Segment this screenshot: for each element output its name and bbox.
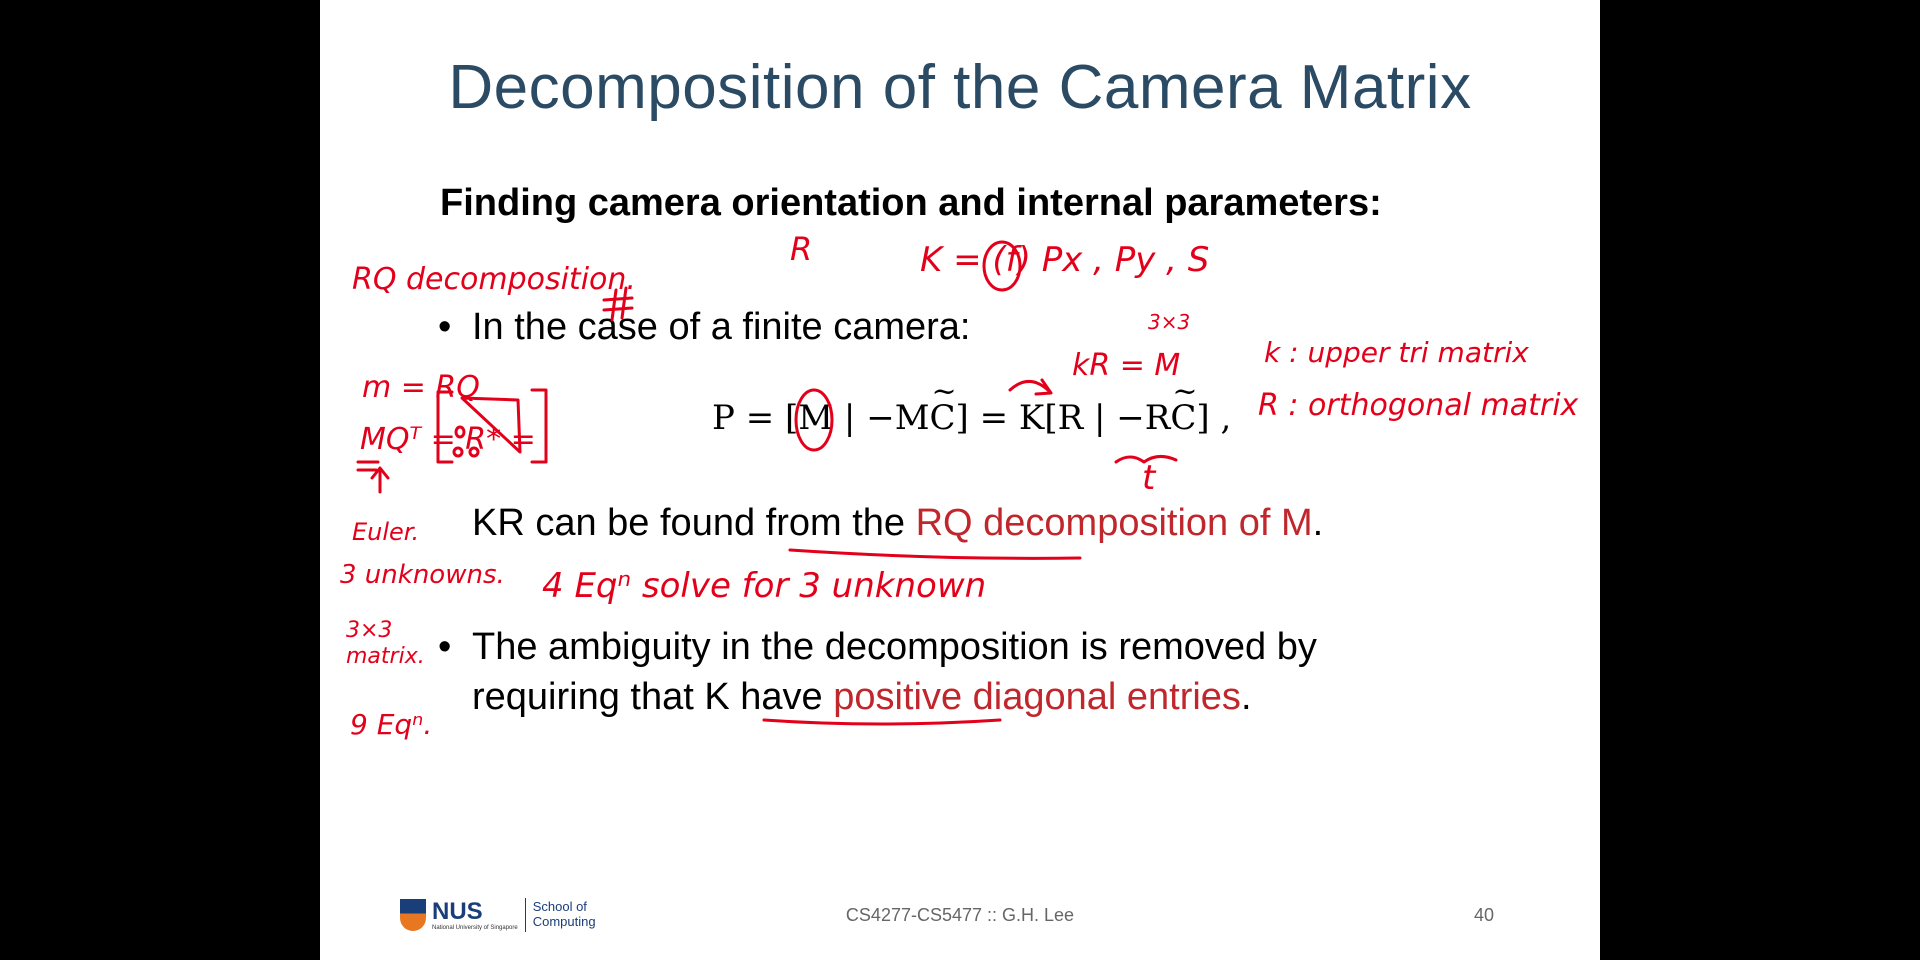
ambiguity-prefix: requiring that K have	[472, 676, 834, 718]
ink-circle-M	[796, 390, 832, 450]
eq-equals-1: =	[745, 398, 775, 438]
eq-M: M	[798, 398, 834, 438]
eq-separator-1: |	[843, 398, 856, 438]
note-3-unknowns: 3 unknowns.	[340, 560, 505, 590]
slide-title: Decomposition of the Camera Matrix	[448, 53, 1472, 122]
slide-subtitle: Finding camera orientation and internal parameters:	[440, 182, 1382, 224]
note-4-eq: 4 Eqⁿ solve for 3 unknown	[542, 566, 987, 606]
ink-matrix-zero-2	[454, 448, 462, 456]
bullet-dot: •	[438, 626, 452, 668]
note-3x3-matrix: 3×3 matrix.	[346, 618, 425, 670]
note-k-params: K = (f) Px , Py , S	[920, 240, 1210, 280]
note-kr-eq-m: kR = M	[1072, 348, 1181, 383]
bullet-dot: •	[438, 306, 452, 348]
kr-highlight: RQ decomposition of M	[915, 502, 1313, 544]
note-R-top: R	[790, 230, 813, 268]
nus-subtitle: National University of Singapore	[432, 924, 518, 931]
ink-brace-under-rc	[1116, 456, 1176, 462]
note-r-orthogonal: R : orthogonal matrix	[1258, 388, 1579, 423]
note-3x3-top: 3×3	[1148, 310, 1191, 334]
note-euler: Euler.	[352, 518, 420, 546]
school-line-2: Computing	[532, 914, 596, 929]
eq-neg-R: −R	[1116, 398, 1171, 438]
ink-matrix-bracket-left	[438, 392, 452, 462]
bullet-finite-camera-text: In the case of a finite camera:	[472, 306, 971, 348]
eq-bracket-open-1: [	[785, 398, 799, 438]
ink-hash-mark	[604, 288, 632, 320]
ink-matrix-zero-3	[470, 448, 478, 456]
kr-prefix: KR can be found from the	[472, 502, 916, 544]
eq-equals-2: =	[979, 398, 1009, 438]
ink-matrix-zero-1	[456, 427, 464, 437]
ink-strokes	[320, 0, 1600, 960]
ambiguity-line-1: The ambiguity in the decomposition is removed by	[472, 626, 1317, 668]
ambiguity-highlight: positive diagonal entries	[833, 676, 1241, 718]
ink-matrix-diagonal	[462, 398, 520, 452]
note-rq-decomposition: RQ decomposition.	[352, 262, 636, 297]
eq-C-tilde-1: ~ C	[930, 398, 956, 438]
eq-P: P	[712, 398, 735, 438]
eq-separator-2: |	[1094, 398, 1106, 438]
eq-K: K	[1018, 398, 1045, 438]
eq-C-tilde-2: ~ C	[1170, 398, 1196, 438]
note-t: t	[1142, 458, 1156, 498]
note-mqt: MQᵀ = R* =	[360, 422, 536, 457]
eq-bracket-close-2: ]	[1196, 398, 1210, 438]
eq-bracket-open-2: [	[1044, 398, 1058, 438]
eq-R: R	[1057, 398, 1084, 438]
school-line-1: School of	[532, 899, 587, 915]
ink-circle-f	[984, 242, 1020, 290]
note-k-upper-tri: k : upper tri matrix	[1264, 336, 1529, 369]
eq-comma: ,	[1220, 398, 1232, 438]
slide	[320, 0, 1600, 960]
footer-page-number: 40	[1474, 905, 1495, 925]
ink-underline-rq	[790, 550, 1080, 558]
footer-course: CS4277-CS5477 :: G.H. Lee	[845, 905, 1075, 925]
eq-bracket-close-1: ]	[955, 398, 969, 438]
note-9-eq: 9 Eqⁿ.	[350, 708, 433, 741]
ink-curve-arrow	[1010, 380, 1051, 394]
nus-word: NUS	[432, 897, 483, 925]
ink-matrix-bracket-right	[532, 390, 546, 462]
ambiguity-suffix: .	[1240, 676, 1252, 718]
note-m-eq-rq: m = RQ	[362, 370, 480, 405]
ink-arrow-up	[372, 468, 388, 492]
eq-neg-M: −M	[866, 398, 930, 438]
ink-underline-positive	[764, 720, 1000, 724]
kr-suffix: .	[1312, 502, 1324, 544]
